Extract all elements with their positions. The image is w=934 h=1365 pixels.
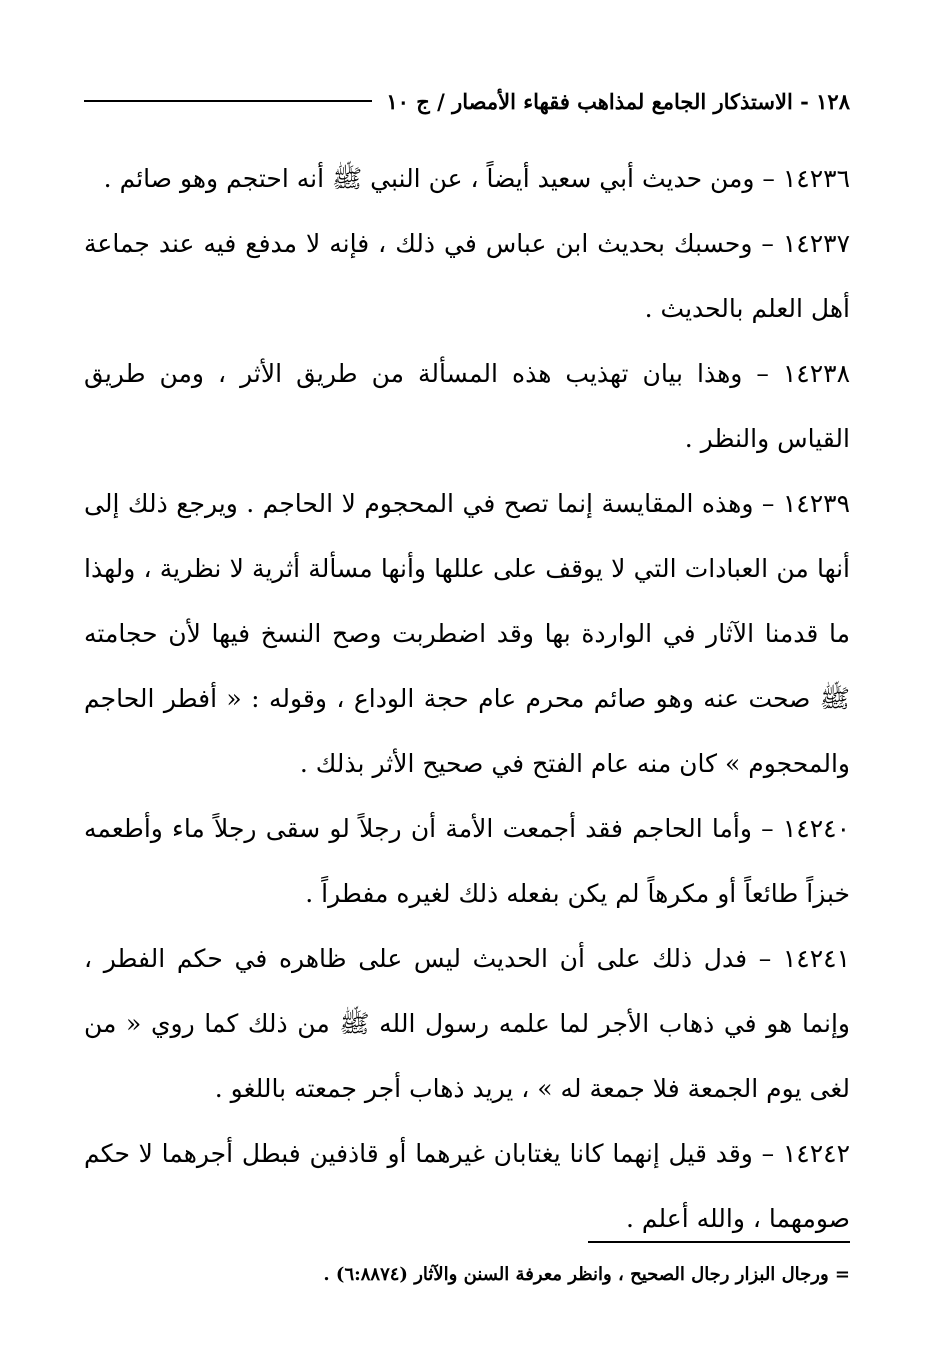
paragraph-14239: ١٤٢٣٩ – وهذه المقايسة إنما تصح في المحجوم لا الحاجم . ويرجع ذلك إلى أنها من العبادات التي لا يوقف على عللها وأنها مسألة أثرية لا نظرية ، ولهذا ما قدمنا الآثار في الواردة بها وقد اضطربت وصح النسخ فيها لأن حجامته ﷺ صحت عنه وهو صائم محرم عام حجة الوداع ، وقوله : « أفطر الحاجم والمحجوم » كان منه عام الفتح في صحيح الأثر بذلك . xyxy=(84,489,850,778)
paragraph-14237: ١٤٢٣٧ – وحسبك بحديث ابن عباس في ذلك ، فإنه لا مدفع فيه عند جماعة أهل العلم بالحديث . xyxy=(84,229,850,323)
paragraph-14236: ١٤٢٣٦ – ومن حديث أبي سعيد أيضاً ، عن النبي ﷺ أنه احتجم وهو صائم . xyxy=(103,164,850,193)
paragraph-14242: ١٤٢٤٢ – وقد قيل إنهما كانا يغتابان غيرهما أو قاذفين فبطل أجرهما لا حكم صومهما ، والله أعلم . xyxy=(84,1139,850,1233)
footnote: = ورجال البزار رجال الصحيح ، وانظر معرفة السنن والآثار (٦:٨٨٧٤) . xyxy=(323,1264,850,1285)
paragraph-14240: ١٤٢٤٠ – وأما الحاجم فقد أجمعت الأمة أن رجلاً لو سقى رجلاً ماء وأطعمه خبزاً طائعاً أو مكرهاً لم يكن بفعله ذلك لغيره مفطراً . xyxy=(84,814,850,908)
main-text xyxy=(84,146,850,1251)
paragraph-14241: ١٤٢٤١ – فدل ذلك على أن الحديث ليس على ظاهره في حكم الفطر ، وإنما هو في ذهاب الأجر لما علمه رسول الله ﷺ من ذلك كما روي « من لغى يوم الجمعة فلا جمعة له » ، يريد ذهاب أجر جمعته باللغو . xyxy=(84,944,850,1103)
header-rule xyxy=(84,100,372,102)
running-title: ١٢٨ - الاستذكار الجامع لمذاهب فقهاء الأمصار / ج ١٠ xyxy=(386,88,850,114)
page-header xyxy=(84,84,850,118)
footnote-rule xyxy=(588,1241,850,1243)
paragraph-14238: ١٤٢٣٨ – وهذا بيان تهذيب هذه المسألة من طريق الأثر ، ومن طريق القياس والنظر . xyxy=(84,359,850,453)
